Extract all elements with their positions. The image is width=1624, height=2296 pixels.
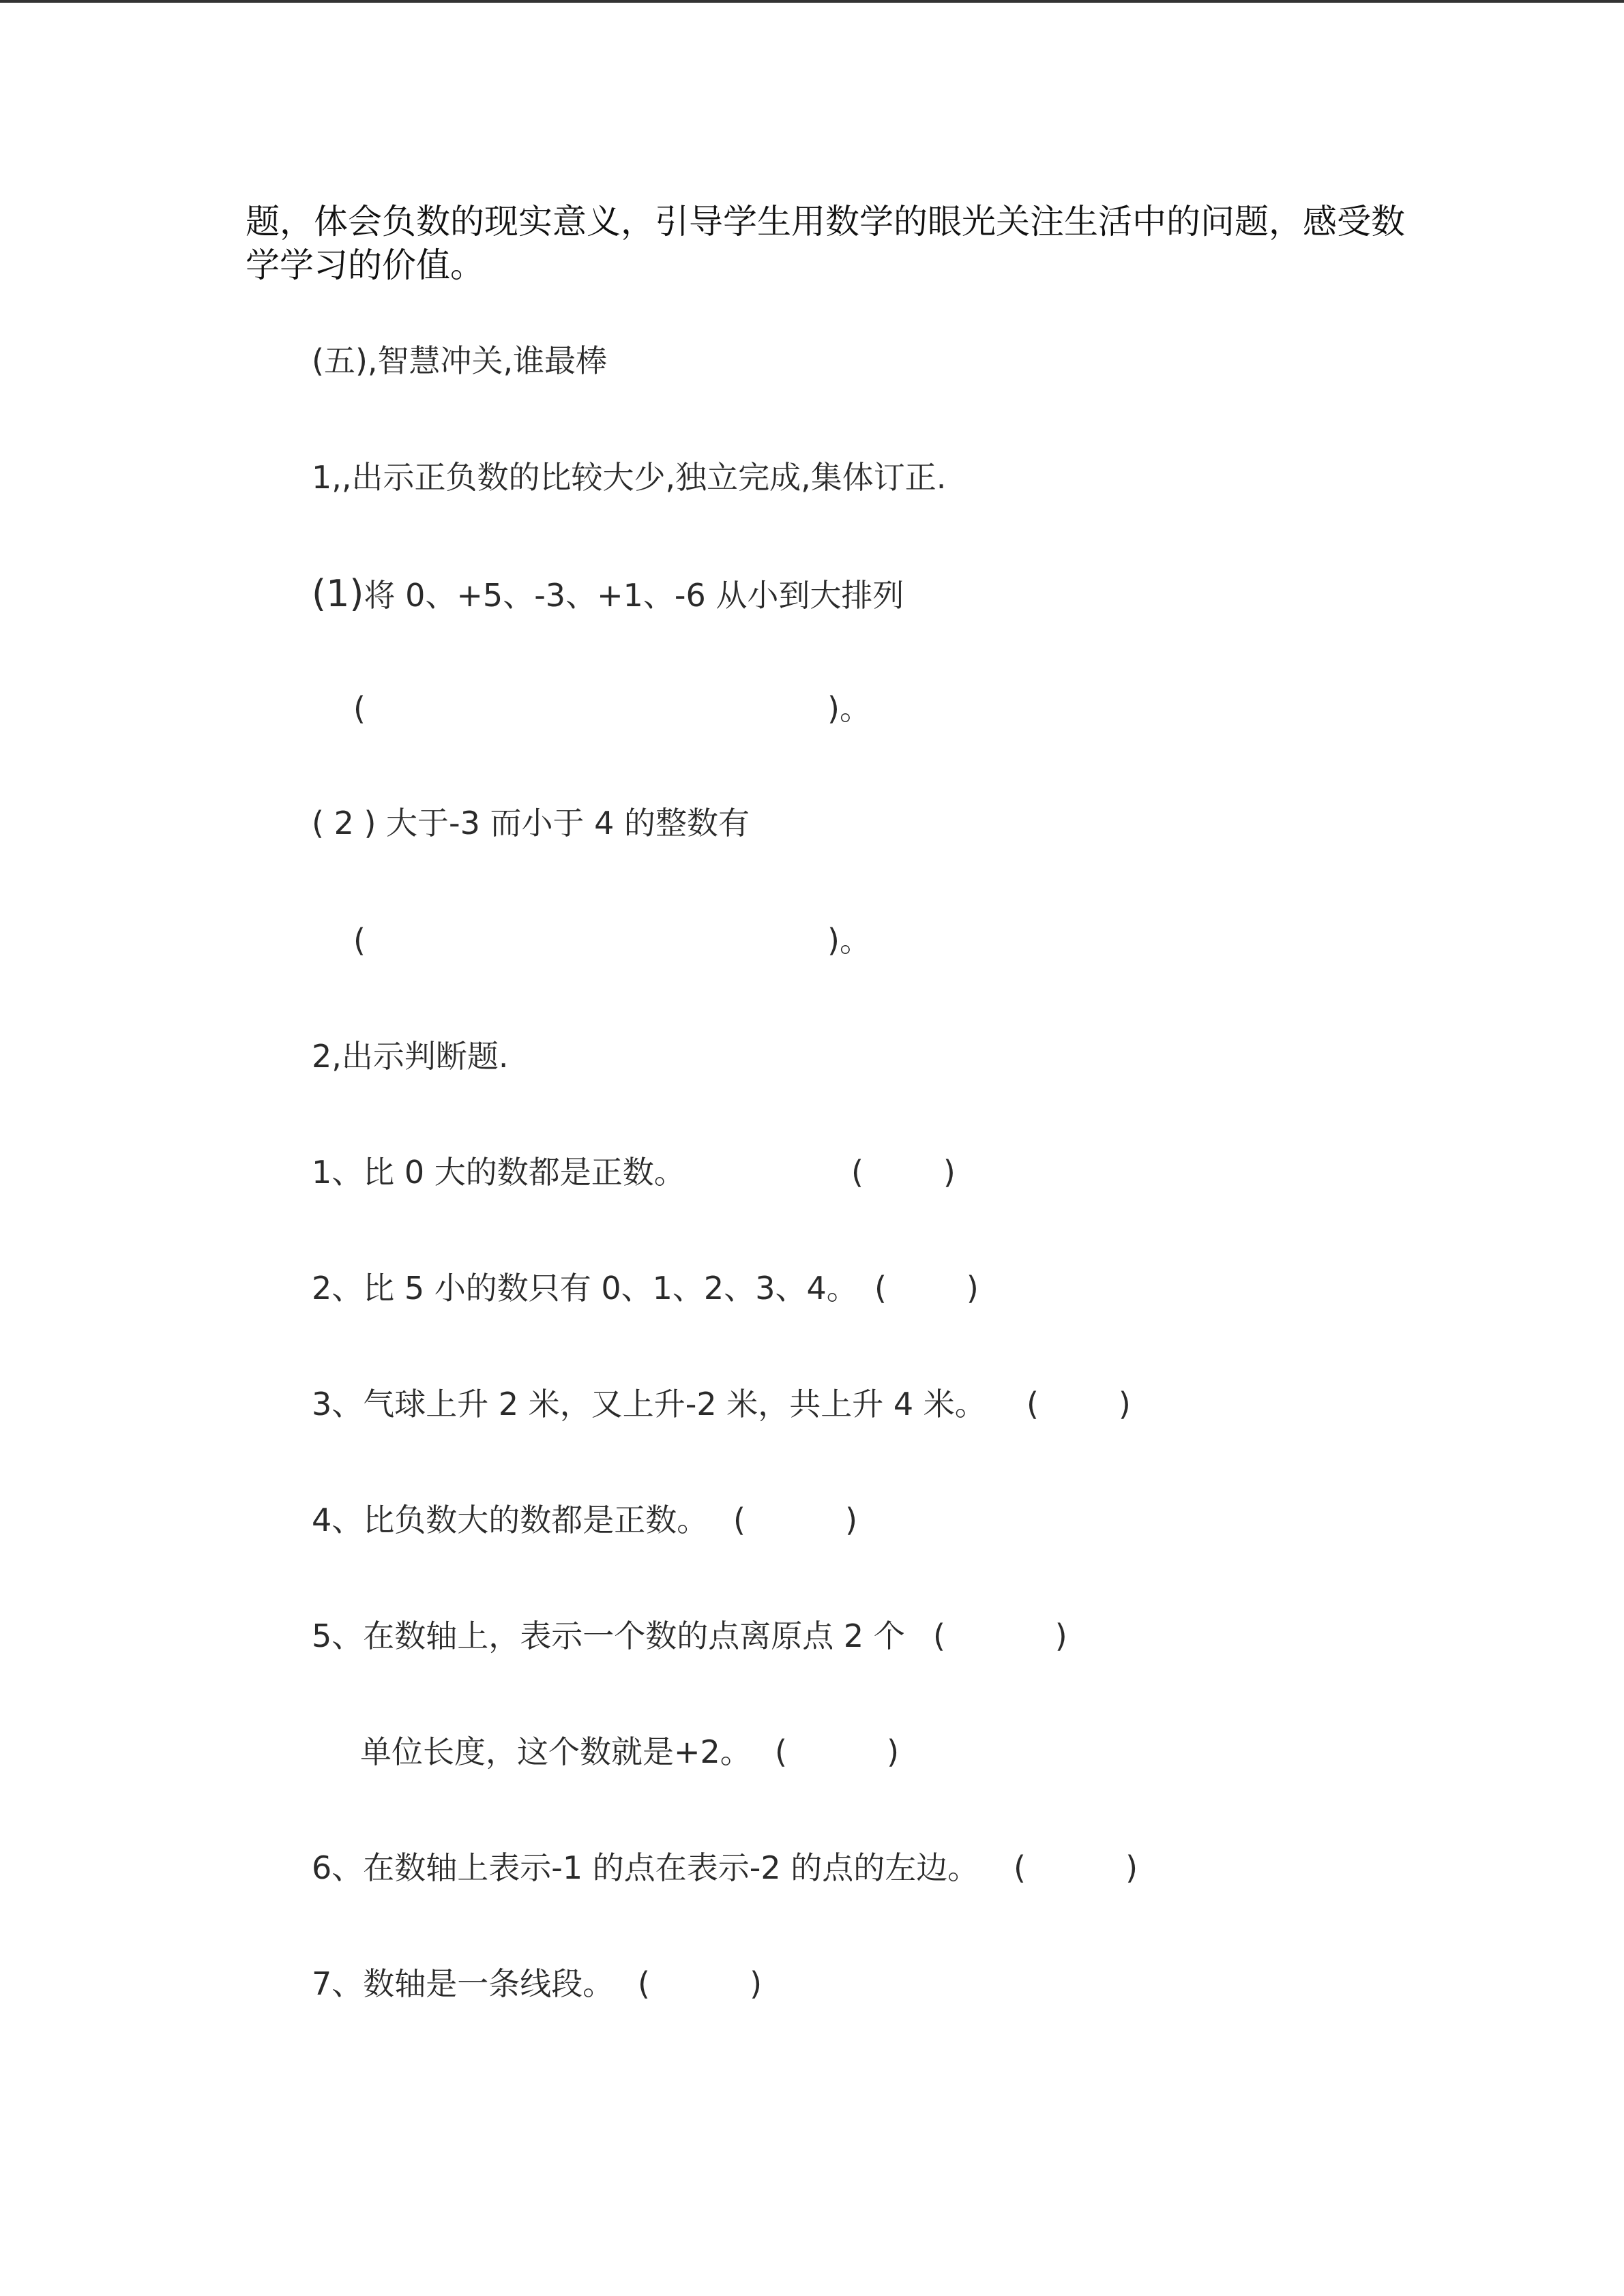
- intro-line-1: 题，体会负数的现实意义，引导学生用数学的眼光关注生活中的问题，感受数: [246, 202, 1405, 241]
- judgement-item-5: 5、在数轴上，表示一个数的点离原点 2 个: [312, 1617, 905, 1654]
- task1-title: 1,,出示正负数的比较大少,独立完成,集体订正.: [312, 459, 947, 496]
- judgement-item-6: 6、在数轴上表示-1 的点在表示-2 的点的左边。: [312, 1849, 979, 1886]
- judgement-item-4: 4、比负数大的数都是正数。: [312, 1502, 709, 1538]
- judgement-bracket-5-continued: ( ): [775, 1733, 900, 1770]
- section-heading: (五),智慧冲关,谁最棒: [312, 342, 608, 379]
- question-1-label: (1): [312, 572, 364, 615]
- judgement-item-1: 1、比 0 大的数都是正数。: [312, 1154, 685, 1191]
- answer-close-paren-2: )。: [827, 922, 871, 959]
- judgement-item-7: 7、数轴是一条线段。: [312, 1965, 615, 2002]
- intro-line-2: 学学习的价值。: [246, 245, 484, 285]
- judgement-bracket-6: ( ): [1014, 1849, 1138, 1886]
- judgement-bracket-1: ( ): [851, 1154, 956, 1191]
- judgement-bracket-3: ( ): [1027, 1386, 1131, 1422]
- judgement-item-5-continued: 单位长度，这个数就是+2。: [360, 1733, 752, 1770]
- judgement-bracket-2: ( ): [874, 1270, 979, 1307]
- answer-close-paren-1: )。: [827, 690, 871, 727]
- task2-title: 2,出示判断题.: [312, 1038, 509, 1075]
- judgement-bracket-4: ( ): [733, 1502, 858, 1538]
- judgement-item-2: 2、比 5 小的数只有 0、1、2、3、4。: [312, 1270, 858, 1307]
- answer-open-paren-2: (: [353, 922, 366, 959]
- judgement-bracket-5: ( ): [933, 1617, 1067, 1654]
- judgement-item-3: 3、气球上升 2 米，又上升-2 米，共上升 4 米。: [312, 1386, 986, 1422]
- task1-question-1: [312, 572, 904, 615]
- judgement-bracket-7: ( ): [638, 1965, 763, 2002]
- task1-question-2: ( 2 ) 大于-3 而小于 4 的整数有: [312, 805, 750, 841]
- question-1-text: 将 0、+5、-3、+1、-6 从小到大排列: [364, 577, 904, 614]
- answer-open-paren-1: (: [353, 690, 366, 727]
